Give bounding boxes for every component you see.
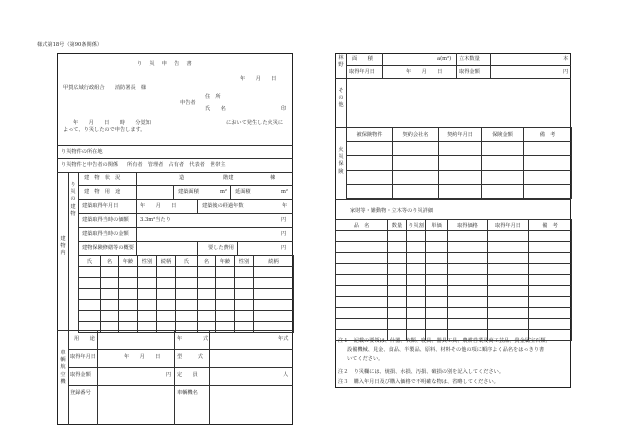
table-row	[347, 170, 572, 184]
insurance-header-remarks: 備 考	[524, 128, 572, 142]
insurance-header-date: 契約年月日	[439, 128, 482, 142]
vehicle-name-label: 車輌機名	[177, 390, 198, 396]
table-row	[336, 275, 572, 286]
use-label: 建 物 用 途	[84, 189, 121, 195]
table-row	[336, 308, 572, 319]
goods-header-row	[336, 220, 572, 231]
relation-label: り災物件と申告者の関係	[61, 162, 119, 168]
fire-statement-declaration: よって、り災したので申告します。	[63, 127, 146, 133]
building-sub-label: り災の建物	[70, 182, 76, 217]
forest-trees-unit: 本	[563, 56, 569, 62]
applicant-label: 申告者	[180, 100, 196, 106]
header-sex: 性別	[138, 256, 157, 267]
insurance-header-object: 被保険物件	[347, 128, 393, 142]
note-1-line-1: 注１ 記載の要領は、什器、衣類、寝具、器具工具、農耕営業及商工芸品、貴金属宝石類、	[338, 338, 551, 344]
insurance-label: 火災保険	[338, 147, 344, 175]
total-price-label: 建築取得当時の金額	[82, 231, 129, 237]
building-group-label: 建物内	[60, 236, 66, 257]
insurance-header-row	[347, 128, 572, 142]
vehicle-acquired-label: 取得年月日	[70, 354, 96, 360]
unit-price-basis: 3.3m²当たり	[140, 217, 171, 223]
insurance-header-amount: 保険金額	[482, 128, 524, 142]
note-3: 注３ 購入年月日及び購入価格で不明確な物は、省略してください。	[338, 379, 499, 385]
total-price-yen: 円	[281, 231, 287, 237]
header-age: 年齢	[119, 256, 138, 267]
addressee: 甲賀広域行政組合 消防署長 様	[63, 85, 147, 91]
goods-header-acq-price: 取得価格	[448, 220, 488, 231]
area-label: 建築面積	[178, 189, 199, 195]
structure-label: 建 物 状 況	[84, 175, 121, 181]
vehicle-price-label: 取得金額	[70, 372, 91, 378]
elapsed-years-unit: 年	[282, 203, 288, 209]
vehicle-acquired-value: 年 月 日	[124, 354, 161, 360]
vehicle-year-unit: 年式	[278, 336, 289, 342]
goods-header-item: 品 名	[336, 220, 388, 231]
note-1-line-3: いてください。	[347, 356, 384, 362]
table-row	[347, 142, 572, 156]
goods-header-unit-price: 単価	[426, 220, 448, 231]
seal-mark: 印	[281, 106, 287, 112]
header-relation: 続柄	[157, 256, 176, 267]
location-label: り災物件の所在地	[61, 149, 103, 155]
table-row	[347, 184, 572, 198]
table-row	[79, 311, 294, 322]
forest-date-value: 年 月 日	[406, 69, 443, 75]
name-label: 氏 名	[205, 106, 226, 112]
table-row	[336, 242, 572, 253]
acquired-date-value: 年 月 日	[140, 203, 177, 209]
table-row	[336, 231, 572, 242]
vehicle-details	[68, 330, 293, 425]
forest-area-label: 面 積	[352, 56, 373, 62]
acquired-date-label: 建築取得年月日	[82, 203, 119, 209]
area-unit: m²	[220, 189, 227, 195]
vehicle-registration-label: 登録番号	[70, 390, 91, 396]
other-label: その他	[338, 88, 344, 109]
vehicle-capacity-label: 定 員	[177, 372, 198, 378]
header-relation-2: 続柄	[254, 256, 294, 267]
structure-type: 造	[179, 175, 185, 181]
note-2: 注２ り災欄には、焼損、水損、汚損、破損の別を記入してください。	[338, 369, 505, 375]
table-row	[336, 286, 572, 297]
forest-trees-label: 立木数量	[459, 56, 480, 62]
form-title: り 災 申 告 書	[137, 61, 193, 67]
elapsed-years-label: 建築後の経過年数	[202, 203, 244, 209]
header-surname-2: 氏	[176, 256, 198, 267]
table-row	[336, 319, 572, 330]
occupants-header-row	[79, 256, 294, 267]
address-label: 住 所	[205, 94, 221, 100]
repair-label: 建物保険修繕等の概要	[82, 245, 134, 251]
header-sex-2: 性別	[235, 256, 254, 267]
goods-table	[335, 219, 572, 341]
table-row	[79, 278, 294, 289]
vehicle-group-label: 車輌航空機	[60, 350, 66, 385]
submission-date: 年 月 日	[240, 76, 277, 82]
vehicle-year-label: 年 式	[177, 336, 209, 342]
forest-price-label: 取得金額	[459, 69, 480, 75]
forest-date-label: 取得年月日	[349, 69, 375, 75]
header-given-name: 名	[101, 256, 119, 267]
fire-statement-time: 年 月 日 時 分覚知	[73, 120, 151, 126]
table-row	[79, 300, 294, 311]
forest-price-unit: 円	[563, 69, 569, 75]
table-row	[336, 264, 572, 275]
repair-cost-yen: 円	[281, 245, 287, 251]
occupants-table	[78, 255, 294, 333]
fire-statement-cause: において発生した火災に	[226, 120, 284, 126]
header-given-name-2: 名	[198, 256, 216, 267]
table-row	[347, 156, 572, 170]
goods-title: 家財等・雑動物・立木等のり災詳細	[350, 208, 434, 214]
goods-header-remarks: 備 考	[529, 220, 572, 231]
vehicle-price-yen: 円	[166, 372, 172, 378]
note-1-line-2: 設備機械、見金、食品、半製品、原料、材料その他の項に順序よく品名をはっきり書	[347, 347, 545, 353]
table-row	[79, 289, 294, 300]
structure-floors: 階建	[223, 175, 234, 181]
vehicle-capacity-unit: 人	[283, 372, 289, 378]
floor-area-unit: m²	[281, 189, 288, 195]
form-number: 様式第18号（第90条関係）	[37, 42, 103, 48]
forest-label: 林野	[338, 55, 344, 69]
forest-area-unit: a(m²)	[437, 56, 452, 62]
relation-options: 所有者 管理者 占有者 代表者 世帯主	[127, 162, 226, 168]
insurance-header-company: 契約会社名	[393, 128, 439, 142]
vehicle-model-label: 型 式	[177, 354, 203, 360]
table-row	[79, 267, 294, 278]
unit-price-yen: 円	[281, 217, 287, 223]
header-surname: 氏	[79, 256, 101, 267]
header-age-2: 年齢	[216, 256, 235, 267]
insurance-table	[346, 127, 572, 199]
goods-header-damage: り災割	[407, 220, 426, 231]
unit-price-label: 建築取得当時の価額	[82, 217, 129, 223]
table-row	[336, 253, 572, 264]
vehicle-use-label: 用 途	[74, 336, 95, 342]
floor-area-label: 延面積	[235, 189, 251, 195]
structure-count: 棟	[270, 175, 276, 181]
goods-header-acq-date: 取得年月日	[488, 220, 529, 231]
goods-header-qty: 数量	[388, 220, 407, 231]
table-row	[336, 297, 572, 308]
repair-cost-label: 要した費用	[208, 245, 234, 251]
